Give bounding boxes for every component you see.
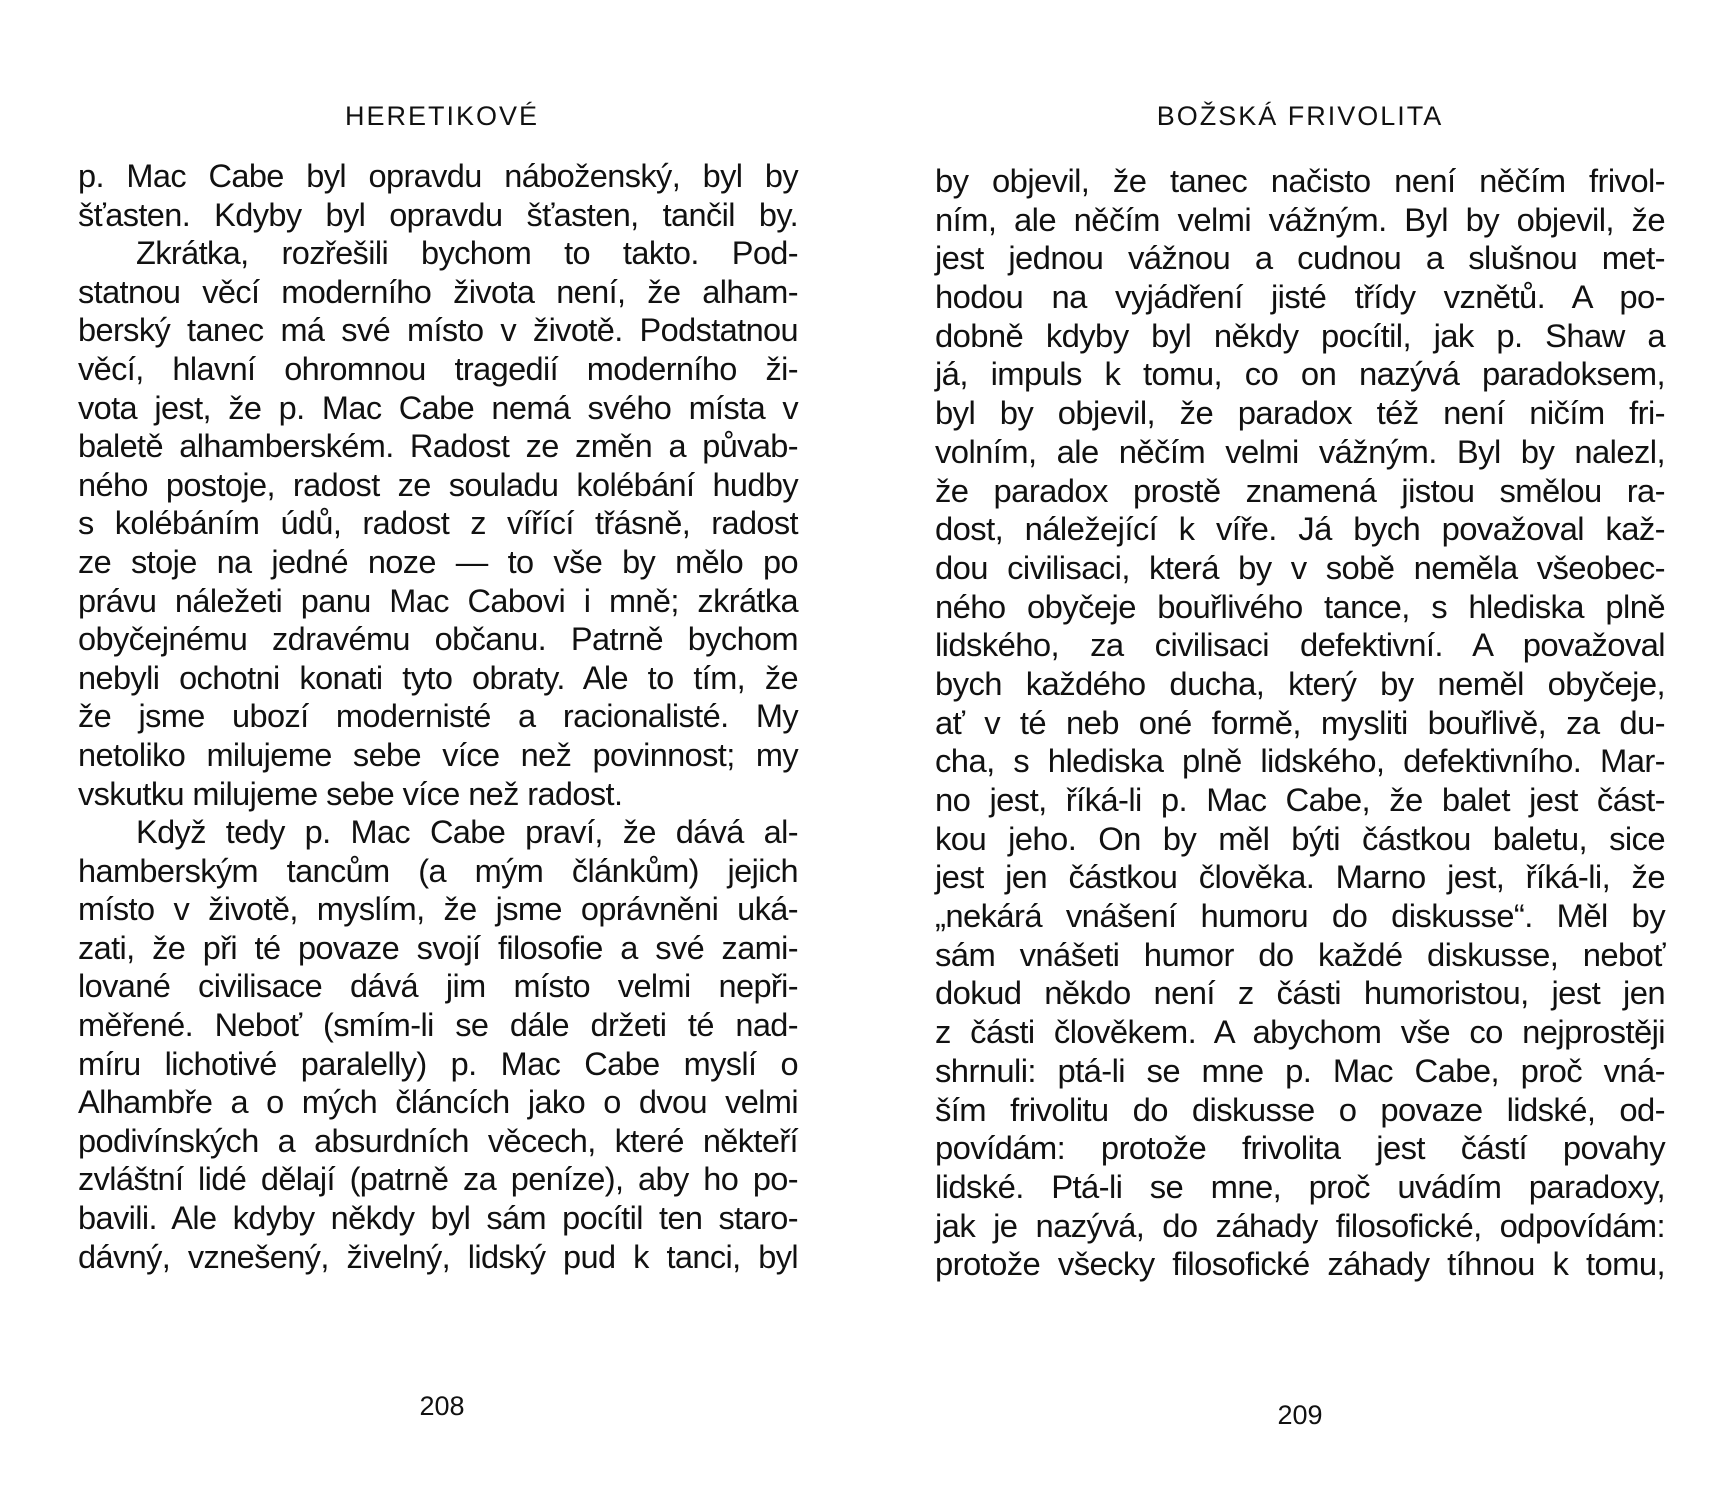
- text-line: že jsme ubozí modernisté a racionalisté. My: [78, 698, 798, 735]
- text-line: bavili. Ale kdyby někdy byl sám pocítil ten staro-: [78, 1200, 798, 1237]
- text-line: cha, s hlediska plně lidského, defektivního. Mar-: [935, 742, 1665, 780]
- body-text-right: [935, 162, 1665, 1284]
- text-line: shrnuli: ptá-li se mne p. Mac Cabe, proč vná-: [935, 1051, 1665, 1089]
- text-line: ším frivolitu do diskusse o povaze lidské, od-: [935, 1090, 1665, 1128]
- body-text-left: [78, 157, 798, 1276]
- text-line: volním, ale něčím velmi vážným. Byl by nalezl,: [935, 432, 1665, 470]
- text-line: zati, že při té povaze svojí filosofie a své zami-: [78, 929, 798, 966]
- text-line: nebyli ochotni konati tyto obraty. Ale to tím, že: [78, 659, 798, 696]
- text-line: byl by objevil, že paradox též není ničím fri-: [935, 394, 1665, 432]
- text-line: ať v té neb oné formě, mysliti bouřlivě, za du-: [935, 703, 1665, 741]
- text-line: lované civilisace dává jim místo velmi nepři-: [78, 968, 798, 1005]
- right-page: [935, 0, 1665, 1501]
- text-line: jest jednou vážnou a cudnou a slušnou met-: [935, 239, 1665, 277]
- text-line: ním, ale něčím velmi vážným. Byl by objevil, že: [935, 200, 1665, 238]
- text-line: dávný, vznešený, živelný, lidský pud k tanci, byl: [78, 1238, 798, 1275]
- text-line: protože všecky filosofické záhady tíhnou k tomu,: [935, 1245, 1665, 1283]
- page-number-right: 209: [1277, 1400, 1323, 1430]
- text-line: no jest, říká-li p. Mac Cabe, že balet jest část-: [935, 781, 1665, 818]
- text-line: ze stoje na jedné noze — to vše by mělo po: [78, 543, 798, 580]
- text-line: šťasten. Kdyby byl opravdu šťasten, tančil by.: [78, 196, 798, 233]
- text-line: měřené. Neboť (smím-li se dále držeti té nad-: [78, 1007, 798, 1044]
- text-line: hamberským tancům (a mým článkům) jejich: [78, 852, 798, 889]
- text-line: podivínských a absurdních věcech, které někteří: [78, 1122, 798, 1159]
- text-line: baletě alhamberském. Radost ze změn a půvab-: [78, 428, 798, 465]
- text-line: dost, náležející k víře. Já bych považoval kaž-: [935, 510, 1665, 548]
- page-number-left: 208: [419, 1391, 465, 1421]
- text-line: berský tanec má své místo v životě. Podstatnou: [78, 312, 798, 349]
- text-line: jest jen částkou člověka. Marno jest, říká-li, že: [935, 858, 1665, 896]
- text-line: Alhambře a o mých článcích jako o dvou velmi: [78, 1084, 798, 1121]
- text-line: že paradox prostě znamená jistou smělou ra-: [935, 471, 1665, 509]
- text-line: sám vnášeti humor do každé diskusse, neboť: [935, 935, 1665, 973]
- text-line: statnou věcí moderního života není, že alham-: [78, 273, 798, 310]
- text-line: míru lichotivé paralelly) p. Mac Cabe myslí o: [78, 1045, 798, 1082]
- text-line: dobně kdyby byl někdy pocítil, jak p. Shaw a: [935, 316, 1665, 354]
- text-line: věcí, hlavní ohromnou tragedií moderního ži-: [78, 350, 798, 387]
- text-line: já, impuls k tomu, co on nazývá paradoksem,: [935, 355, 1665, 393]
- text-line: s kolébáním údů, radost z vířící třásně, radost: [78, 505, 798, 542]
- text-line: lidského, za civilisaci defektivní. A považoval: [935, 626, 1665, 664]
- text-line: ného postoje, radost ze souladu kolébání hudby: [78, 466, 798, 503]
- text-line: hodou na vyjádření jisté třídy vznětů. A po-: [935, 278, 1665, 316]
- text-line: dou civilisaci, která by v sobě neměla všeobec-: [935, 548, 1665, 586]
- text-line: z části člověkem. A abychom vše co nejprostěji: [935, 1013, 1665, 1051]
- text-line: Zkrátka, rozřešili bychom to takto. Pod-: [136, 235, 798, 272]
- text-line: povídám: protože frivolita jest částí povahy: [935, 1129, 1665, 1167]
- text-line: lidské. Ptá-li se mne, proč uvádím paradoxy,: [935, 1167, 1665, 1205]
- running-head-right: BOŽSKÁ FRIVOLITA: [1156, 101, 1444, 131]
- text-line: kou jeho. On by měl býti částkou baletu, sice: [935, 819, 1665, 857]
- running-head-left: HERETIKOVÉ: [344, 101, 540, 131]
- left-page: [78, 0, 798, 1501]
- text-line: vota jest, že p. Mac Cabe nemá svého místa v: [78, 389, 798, 426]
- text-line: dokud někdo není z části humoristou, jest jen: [935, 974, 1665, 1012]
- text-line: vskutku milujeme sebe více než radost.: [78, 775, 623, 812]
- text-line: netoliko milujeme sebe více než povinnost; my: [78, 736, 798, 773]
- text-line: bych každého ducha, který by neměl obyčeje,: [935, 664, 1665, 702]
- text-line: p. Mac Cabe byl opravdu náboženský, byl by: [78, 158, 798, 194]
- text-line: právu náležeti panu Mac Cabovi i mně; zkrátka: [78, 582, 798, 619]
- text-line: zvláštní lidé dělají (patrně za peníze), aby ho po-: [78, 1161, 798, 1198]
- text-line: ného obyčeje bouřlivého tance, s hlediska plně: [935, 587, 1665, 625]
- text-line: by objevil, že tanec načisto není něčím frivol-: [935, 162, 1665, 199]
- text-line: Když tedy p. Mac Cabe praví, že dává al-: [136, 814, 798, 851]
- text-line: místo v životě, myslím, že jsme oprávněni uká-: [78, 891, 798, 928]
- text-line: jak je nazývá, do záhady filosofické, odpovídám:: [935, 1206, 1665, 1244]
- text-line: obyčejnému zdravému občanu. Patrně bychom: [78, 621, 798, 658]
- text-line: „nekárá vnášení humoru do diskusse“. Měl by: [935, 897, 1665, 935]
